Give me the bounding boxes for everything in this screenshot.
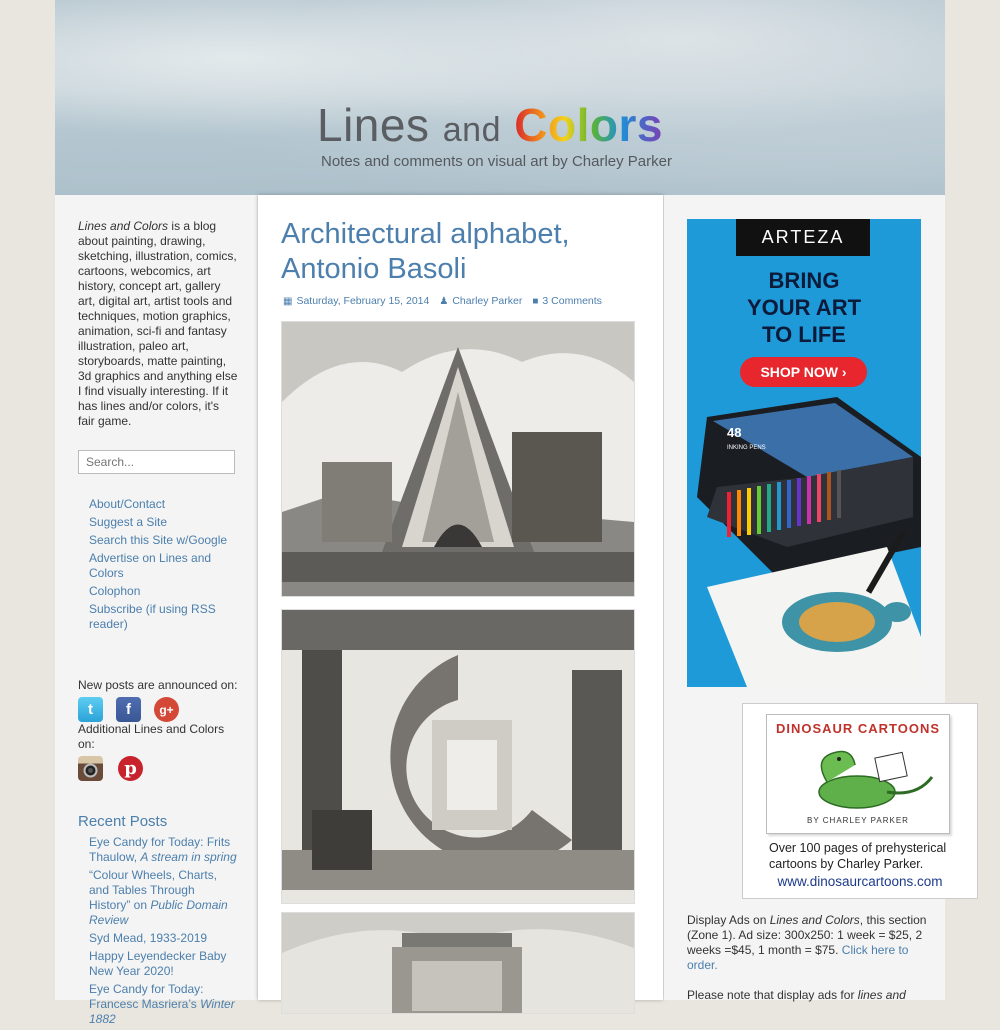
post-image-letter-a[interactable] (281, 321, 635, 597)
arrow-circle-icon: › (841, 364, 847, 380)
ad-headline-line: TO LIFE (762, 322, 846, 347)
ad-headline-line: YOUR ART (746, 295, 862, 320)
dinosaur-illustration (767, 737, 949, 815)
post-date-text: Saturday, February 15, 2014 (296, 295, 430, 307)
post-image-letter-c[interactable] (281, 609, 635, 904)
post-image-letter-d[interactable] (281, 912, 635, 1014)
logo-lines: Lines (317, 99, 430, 151)
post-date[interactable] (283, 295, 429, 307)
recent-post-link[interactable] (89, 835, 239, 865)
post-author[interactable] (439, 295, 522, 307)
recent-post-text: Eye Candy for Today: Frits Thaulow, (89, 835, 231, 864)
dinosaur-cartoons-ad[interactable] (742, 703, 978, 899)
left-sidebar (55, 195, 257, 1026)
main-content (258, 195, 663, 1000)
recent-post-link[interactable] (89, 931, 239, 946)
recent-post-em: Public Domain Review (89, 898, 228, 927)
arteza-ad[interactable] (687, 219, 921, 687)
logo-colors: Colors (514, 99, 663, 151)
letter-d-engraving (282, 913, 634, 1013)
calendar-icon: ▦ (283, 295, 293, 307)
recent-post-text: Happy Leyendecker Baby New Year 2020! (89, 949, 227, 978)
logo-and: and (442, 111, 501, 149)
additional-label: Additional Lines and Colors on: (78, 722, 225, 751)
letter-c-engraving (282, 610, 634, 903)
about-description: is a blog about painting, drawing, sketching, illustration, comics, cartoons, webcomics, art history, concept art, gallery art, digital art, artist tools and techniques, motion graphics, animation, sci-fi and fantasy illustration, paleo art, storyboards, matte painting, 3d graphics and anything else I find visually interesting. If it has lines and/or colors, it's fair game. (78, 219, 238, 428)
recent-post-text: Syd Mead, 1933-2019 (89, 931, 208, 945)
display-ads-note (687, 988, 927, 1003)
post-title[interactable]: Architectural alphabet, Antonio Basoli (281, 218, 570, 285)
recent-post-link[interactable] (89, 949, 239, 979)
user-icon: ♟ (439, 295, 449, 307)
sidebar-link-advertise[interactable]: Advertise on Lines and Colors (89, 551, 212, 580)
recent-posts-list (89, 835, 239, 1030)
sidebar-links (89, 497, 239, 635)
arteza-logo: ARTEZA (736, 219, 870, 256)
right-sidebar (664, 195, 945, 1000)
page (55, 0, 947, 1026)
ad-headline-line: BRING (768, 268, 840, 293)
display-ads-info (687, 913, 927, 973)
ads-note-text: Please note that display ads for (687, 988, 858, 1002)
sidebar-link-suggest[interactable]: Suggest a Site (89, 515, 168, 529)
ads-info-text: , this section (Zone 1). Ad size: 300x250: 1 week = $25, 2 weeks =$45, 1 month = $75. (687, 913, 927, 957)
recent-post-text: “Colour Wheels, Charts, and Tables Through History” on (89, 868, 218, 912)
letter-a-engraving (282, 322, 634, 596)
tin-label: 48 (727, 425, 742, 440)
facebook-icon[interactable]: f (116, 697, 141, 722)
google-plus-icon[interactable]: g+ (154, 697, 179, 722)
ads-info-em: Lines and Colors (769, 913, 860, 927)
social-links-secondary (78, 756, 143, 781)
dinosaur-cartoons-title: DINOSAUR CARTOONS (775, 721, 941, 736)
recent-post-em: Winter 1882 (89, 997, 235, 1026)
dinosaur-ad-url[interactable]: www.dinosaurcartoons.com (777, 874, 943, 889)
recent-post-text: Eye Candy for Today: Francesc Masriera’s (89, 982, 204, 1011)
shop-now-label: SHOP NOW (760, 364, 838, 380)
recent-post-em: A stream in spring (140, 850, 237, 864)
dinosaur-cartoons-cover (766, 714, 950, 834)
social-links-primary (78, 697, 179, 722)
post-author-text: Charley Parker (452, 295, 523, 307)
ads-info-text: Display Ads on (687, 913, 770, 927)
about-text (78, 219, 238, 429)
post-comments[interactable] (532, 295, 602, 307)
dinosaur-ad-text: Over 100 pages of prehysterical cartoons by Charley Parker. (769, 841, 947, 871)
twitter-icon[interactable]: t (78, 697, 103, 722)
sidebar-link-search-google[interactable]: Search this Site w/Google (89, 533, 228, 547)
post-comments-text: 3 Comments (542, 295, 602, 307)
sidebar-link-colophon[interactable]: Colophon (89, 584, 141, 598)
ad-headline (687, 267, 921, 348)
recent-post-link[interactable] (89, 868, 239, 928)
site-header (55, 0, 945, 195)
site-logo[interactable] (317, 100, 672, 170)
logo-title (317, 100, 672, 155)
recent-posts-heading: Recent Posts (78, 813, 168, 830)
tin-sublabel: INKING PENS (727, 445, 766, 451)
pens-tin-illustration (687, 397, 921, 687)
shop-now-button[interactable] (740, 357, 867, 387)
recent-post-link[interactable] (89, 982, 239, 1027)
comment-icon: ■ (532, 295, 539, 307)
instagram-lens-icon (78, 756, 103, 781)
ads-note-em: lines and (857, 988, 906, 1002)
order-ad-link[interactable]: Click here to order. (687, 943, 909, 972)
pinterest-icon[interactable]: p (118, 756, 143, 781)
sidebar-link-subscribe[interactable]: Subscribe (if using RSS reader) (89, 602, 216, 631)
post-meta (283, 295, 602, 307)
announce-label: New posts are announced on: (78, 678, 238, 692)
sidebar-link-about[interactable]: About/Contact (89, 497, 166, 511)
site-tagline: Notes and comments on visual art by Charley Parker (321, 153, 672, 170)
instagram-icon[interactable] (78, 756, 103, 781)
dinosaur-cartoons-byline: BY CHARLEY PARKER (807, 816, 909, 825)
about-blog-name: Lines and Colors (78, 219, 169, 233)
search-input[interactable] (78, 450, 235, 474)
